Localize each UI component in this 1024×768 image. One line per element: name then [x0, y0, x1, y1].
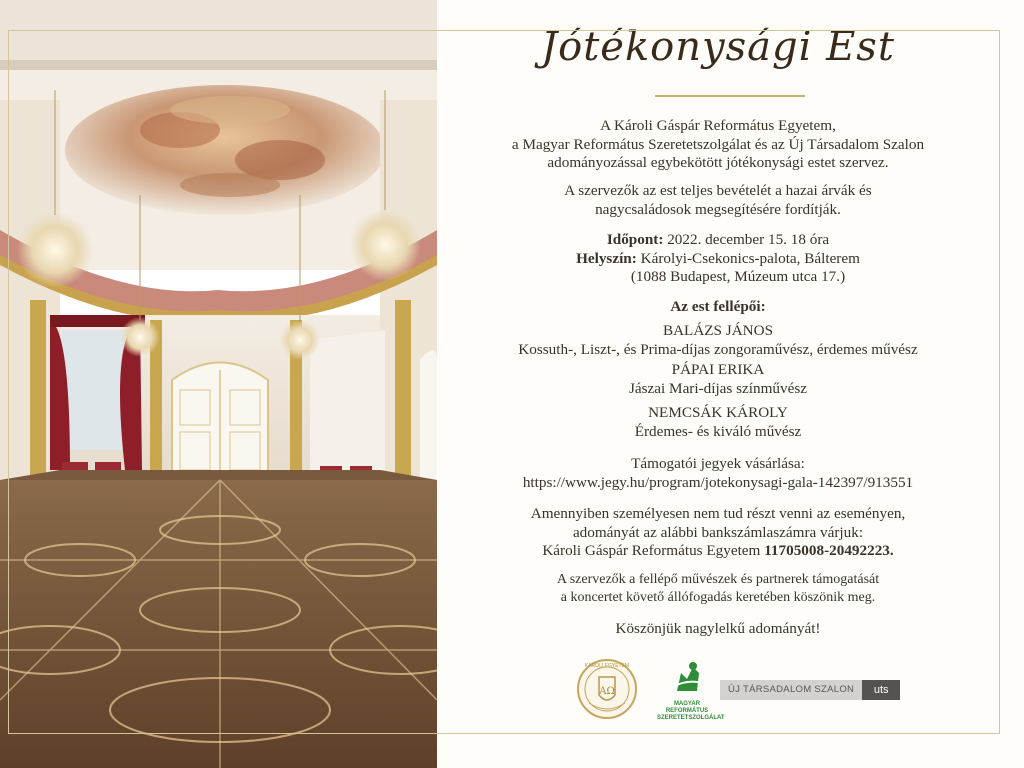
account-holder: Károli Gáspár Református Egyetem — [542, 542, 765, 559]
bank-account — [437, 542, 999, 561]
time-label: Időpont: — [606, 231, 664, 248]
purpose-line: A szervezők az est teljes bevételét a hazai árvák és — [564, 182, 872, 199]
charity-figure-icon — [669, 661, 705, 695]
place-label: Helyszín: — [576, 249, 637, 267]
title-underline — [655, 95, 805, 97]
uts-name: ÚJ TÁRSADALOM SZALON — [720, 680, 862, 700]
tickets-label: Támogatói jegyek vásárlása: — [631, 455, 805, 472]
tickets-block — [437, 455, 999, 492]
intro-line: A Károli Gáspár Református Egyetem, — [600, 117, 836, 134]
performer-desc: Kossuth-, Liszt-, és Prima-díjas zongoraművész, érdemes művész — [518, 340, 918, 358]
invitation-title: Jótékonysági Est — [541, 24, 895, 70]
purpose-block — [437, 182, 999, 219]
performer-2 — [437, 361, 999, 398]
partner-logos — [437, 655, 999, 725]
closing-line: Köszönjük nagylelkű adományát! — [615, 620, 821, 637]
donation-line: adományát az alábbi bankszámlaszámra várjuk: — [572, 523, 864, 541]
account-number: 11705008-20492223. — [764, 542, 894, 559]
thanks-line: A szervezők a fellépő művészek és partnerek támogatását — [556, 572, 880, 587]
purpose-line: nagycsaládosok megsegítésére fordítják. — [595, 200, 841, 218]
tickets-link[interactable]: https://www.jegy.hu/program/jotekonysagi-gala-142397/913551 — [522, 473, 914, 491]
performer-1 — [437, 322, 999, 359]
mrsz-caption-1: MAGYAR REFORMÁTUS — [665, 700, 709, 714]
donation-line: Amennyiben személyesen nem tud részt venni az eseményen, — [530, 505, 906, 522]
intro-line: a Magyar Református Szeretetszolgálat és az Új Társadalom Szalon — [511, 135, 925, 153]
intro-block — [437, 117, 999, 173]
crest-letters: AΩ — [599, 686, 615, 697]
performers-block — [437, 298, 999, 317]
performer-name: BALÁZS JÁNOS — [662, 322, 774, 339]
crest-ring-text: KÁROLI EGYETEM — [584, 663, 630, 669]
event-time — [437, 231, 999, 250]
performer-name: NEMCSÁK KÁROLY — [648, 404, 788, 421]
uts-abbr: uts — [862, 680, 900, 700]
performer-3 — [437, 404, 999, 441]
performer-desc: Érdemes- és kiváló művész — [634, 422, 802, 440]
performers-heading: Az est fellépői: — [670, 298, 766, 315]
performer-name: PÁPAI ERIKA — [671, 361, 765, 378]
thanks-partners-block — [437, 571, 999, 607]
uts-logo — [720, 680, 900, 700]
mrsz-logo — [657, 661, 725, 722]
invitation-content — [437, 0, 999, 768]
thanks-line: a koncertet követő állófogadás keretében köszönik meg. — [560, 590, 876, 605]
university-crest-icon — [575, 655, 639, 731]
place-value: Károlyi-Csekonics-palota, Bálterem — [636, 249, 860, 267]
event-details — [437, 231, 999, 287]
intro-line: adományozással egybekötött jótékonysági estet szervez. — [547, 154, 889, 171]
event-place — [437, 250, 999, 269]
time-value: 2022. december 15. 18 óra — [663, 231, 830, 248]
ballroom-photo — [0, 0, 437, 768]
mrsz-caption-2: SZERETETSZOLGÁLAT — [657, 714, 725, 721]
donation-block — [437, 505, 999, 561]
event-address: (1088 Budapest, Múzeum utca 17.) — [630, 268, 846, 285]
performer-desc: Jászai Mari-díjas színművész — [629, 379, 807, 397]
